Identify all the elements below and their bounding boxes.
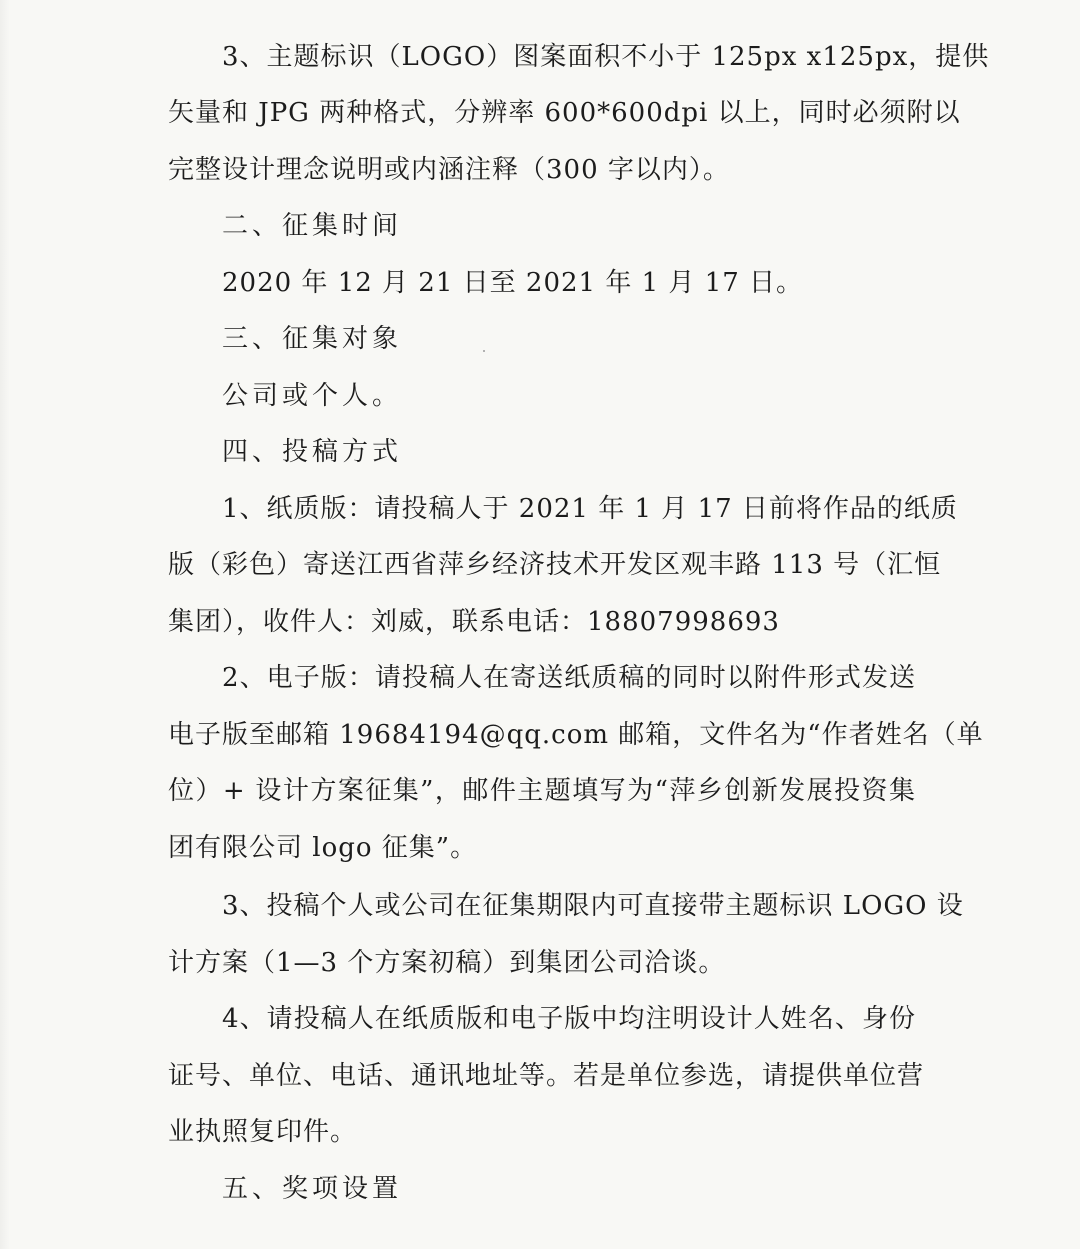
collection-time-text: 2020 年 12 月 21 日至 2021 年 1 月 17 日。 [222,268,804,298]
logo-requirement-line-1: 3、主题标识（LOGO）图案面积不小于 125px x125px，提供 [222,42,990,72]
section-heading-awards: 五、奖项设置 [222,1174,403,1204]
designer-info-line-1: 4、请投稿人在纸质版和电子版中均注明设计人姓名、身份 [222,1004,916,1034]
scan-speck [483,350,485,352]
electronic-version-line-3: 位）+ 设计方案征集”，邮件主题填写为“萍乡创新发展投资集 [168,776,916,806]
paper-version-line-2: 版（彩色）寄送江西省萍乡经济技术开发区观丰路 113 号（汇恒 [168,550,942,580]
logo-requirement-line-2: 矢量和 JPG 两种格式，分辨率 600*600dpi 以上，同时必须附以 [168,98,961,128]
designer-info-line-3: 业执照复印件。 [168,1117,358,1147]
electronic-version-line-4: 团有限公司 logo 征集”。 [168,833,478,863]
electronic-version-line-1: 2、电子版：请投稿人在寄送纸质稿的同时以附件形式发送 [222,663,916,693]
direct-visit-line-2: 计方案（1—3 个方案初稿）到集团公司洽谈。 [168,948,726,978]
section-heading-submission-method: 四、投稿方式 [222,437,403,467]
section-heading-collection-time: 二、征集时间 [222,211,403,241]
paper-version-line-3: 集团），收件人：刘威，联系电话：18807998693 [168,607,780,637]
section-heading-collection-target: 三、征集对象 [222,324,403,354]
logo-requirement-line-3: 完整设计理念说明或内涵注释（300 字以内）。 [168,155,730,185]
paper-version-line-1: 1、纸质版：请投稿人于 2021 年 1 月 17 日前将作品的纸质 [222,494,958,524]
collection-target-text: 公司或个人。 [222,381,403,411]
page-edge-shadow [0,0,10,1249]
electronic-version-line-2: 电子版至邮箱 19684194@qq.com 邮箱，文件名为“作者姓名（单 [168,720,984,750]
direct-visit-line-1: 3、投稿个人或公司在征集期限内可直接带主题标识 LOGO 设 [222,891,964,921]
designer-info-line-2: 证号、单位、电话、通讯地址等。若是单位参选，请提供单位营 [168,1061,925,1091]
